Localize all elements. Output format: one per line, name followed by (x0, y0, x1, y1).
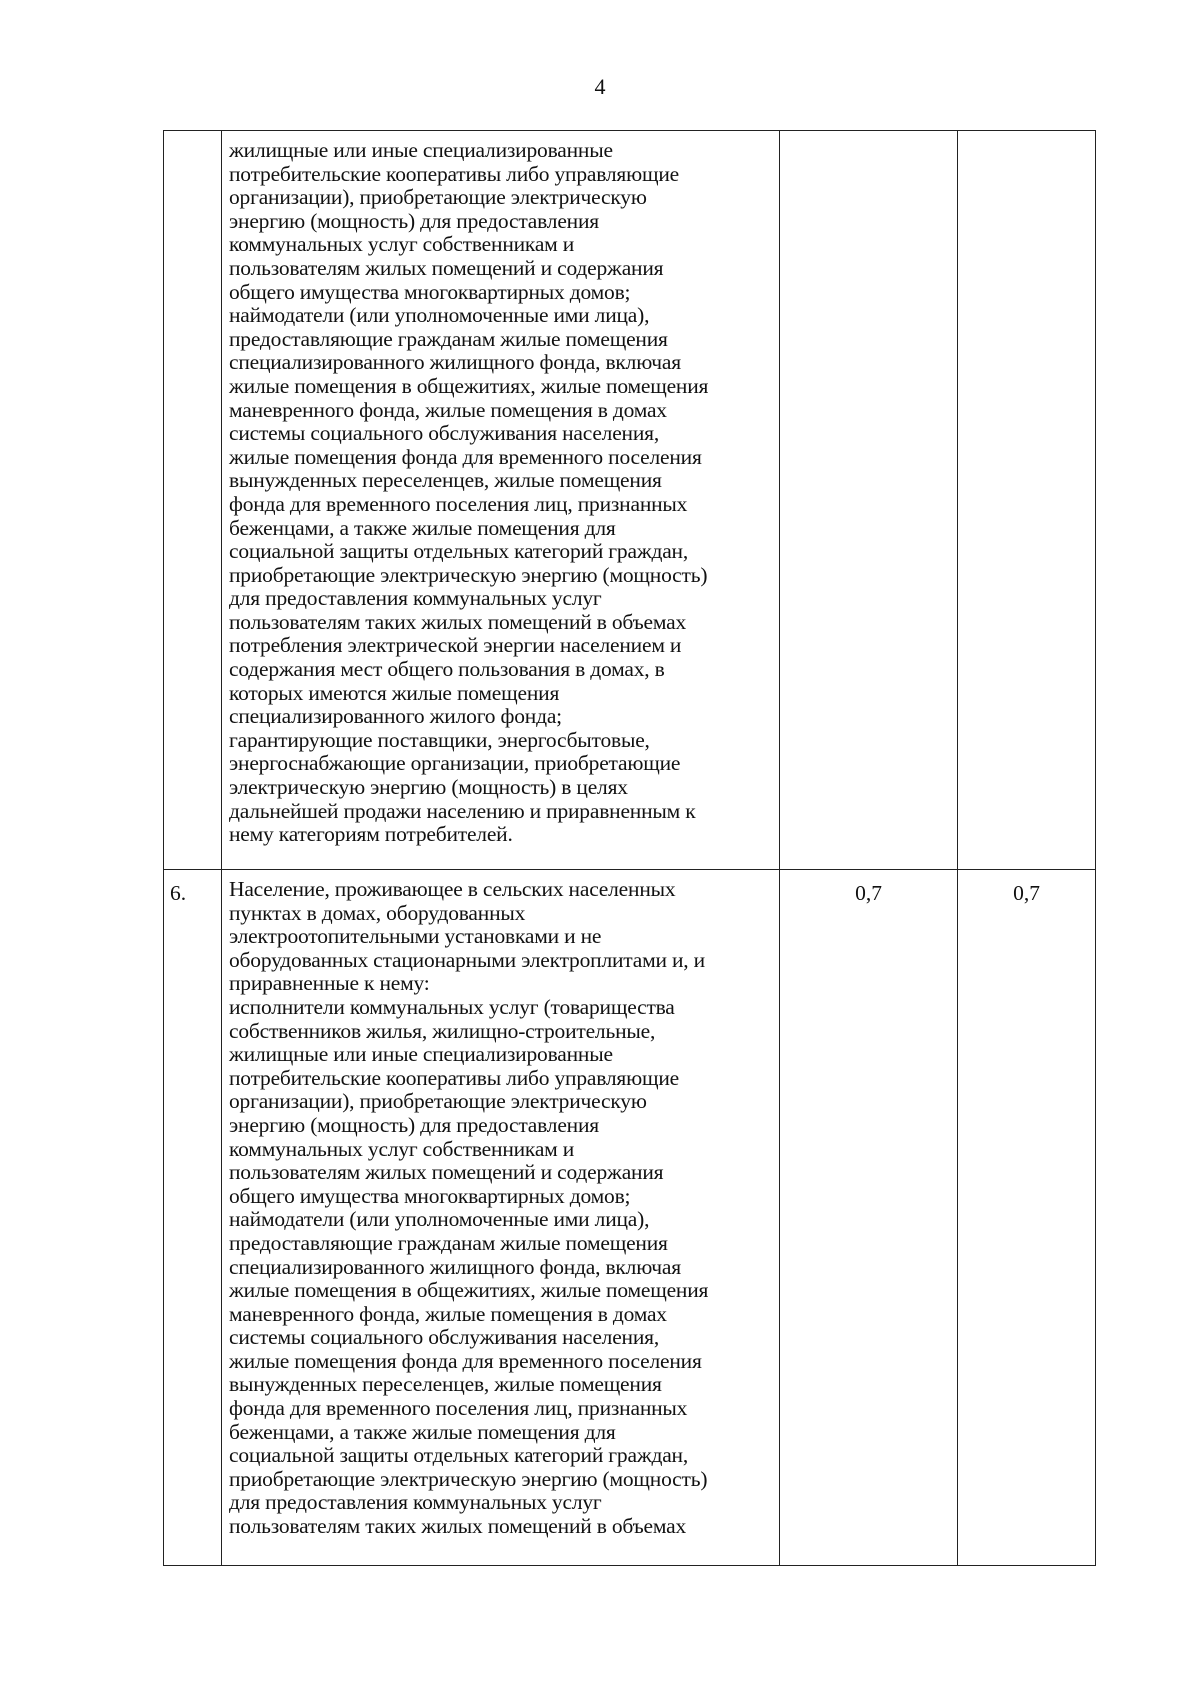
row-number: 6. (170, 881, 187, 905)
table-row (164, 870, 1096, 1566)
row-number-cell (164, 870, 222, 1566)
row-description-cell (222, 870, 780, 1566)
value-2 (958, 131, 1095, 143)
row-number (164, 131, 221, 143)
value-1: 0,7 (855, 881, 882, 905)
table-row (164, 131, 1096, 870)
value-cell-2 (958, 870, 1096, 1566)
row-number-cell (164, 131, 222, 870)
value-cell-2 (958, 131, 1096, 870)
page-number: 4 (594, 74, 606, 99)
value-cell-1 (780, 870, 958, 1566)
row-description: Население, проживающее в сельских населенных пунктах в домах, оборудованных электроотопительными установками и не оборудованных стационарными электроплитами и, и приравненные к нему: исполнители коммунальных услуг (товарищества собственников жилья, жилищно-строительные, жилищные или иные специализированные потребительские кооперативы либо управляющие организации), приобретающие электрическую энергию (мощность) для предоставления коммунальных услуг собственникам и пользователям жилых помещений и содержания общего имущества многоквартирных домов; наймодатели (или уполномоченные ими лица), предоставляющие гражданам жилые помещения специализированного жилищного фонда, включая жилые помещения в общежитиях, жилые помещения маневренного фонда, жилые помещения в домах системы социального обслуживания населения, жилые помещения фонда для временного поселения вынужденных переселенцев, жилые помещения фонда для временного поселения лиц, признанных беженцами, а также жилые помещения для социальной защиты отдельных категорий граждан, приобретающие электрическую энергию (мощность) для предоставления коммунальных услуг пользователям таких жилых помещений в объемах (229, 877, 709, 1539)
value-1 (780, 131, 957, 143)
tariff-table (163, 130, 1096, 1566)
row-description: жилищные или иные специализированные потребительские кооперативы либо управляющие организации), приобретающие электрическую энергию (мощность) для предоставления коммунальных услуг собственникам и пользователям жилых помещений и содержания общего имущества многоквартирных домов; наймодатели (или уполномоченные ими лица), предоставляющие гражданам жилые помещения специализированного жилищного фонда, включая жилые помещения в общежитиях, жилые помещения маневренного фонда, жилые помещения в домах системы социального обслуживания населения, жилые помещения фонда для временного поселения вынужденных переселенцев, жилые помещения фонда для временного поселения лиц, признанных беженцами, а также жилые помещения для социальной защиты отдельных категорий граждан, приобретающие электрическую энергию (мощность) для предоставления коммунальных услуг пользователям таких жилых помещений в объемах потребления электрической энергии населением и содержания мест общего пользования в домах, в которых имеются жилые помещения специализированного жилого фонда; гарантирующие поставщики, энергосбытовые, энергоснабжающие организации, приобретающие электрическую энергию (мощность) в целях дальнейшей продажи населению и приравненным к нему категориям потребителей. (229, 138, 709, 847)
value-2: 0,7 (1013, 881, 1040, 905)
row-description-cell (222, 131, 780, 870)
value-cell-1 (780, 131, 958, 870)
